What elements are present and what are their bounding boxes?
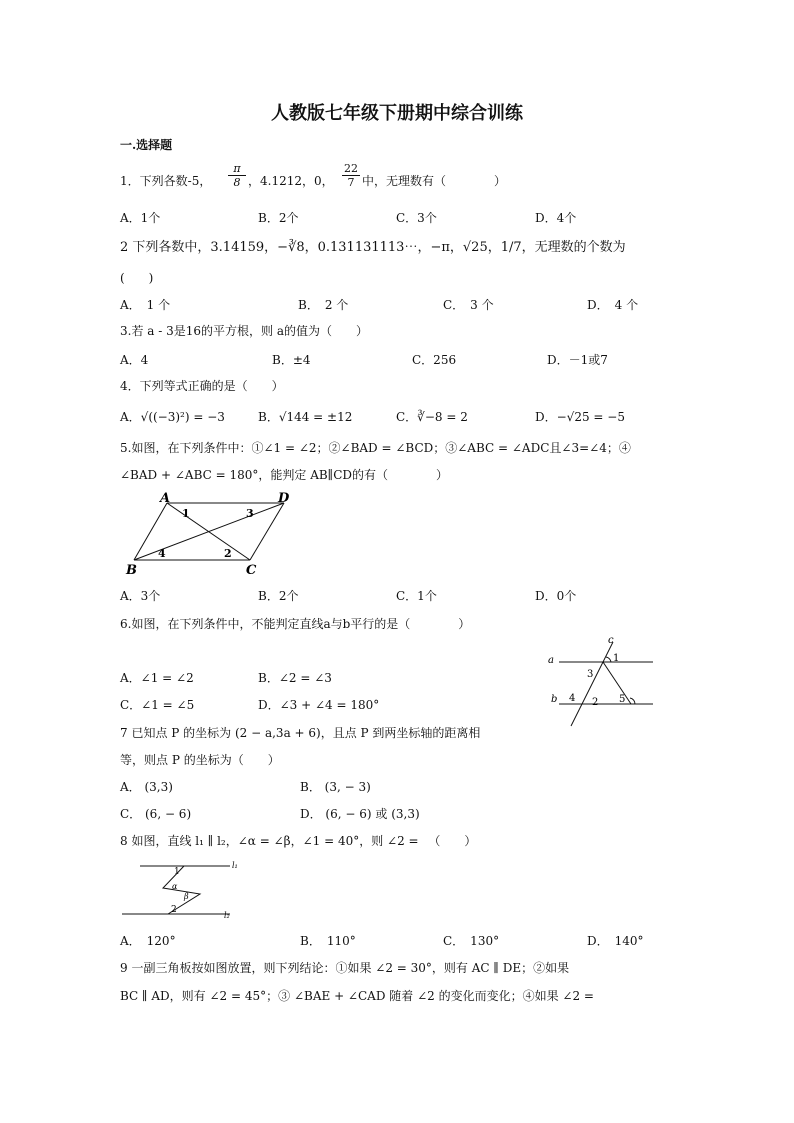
q7-option-a: A． (3,3) bbox=[120, 780, 173, 794]
q6-angle-2: 2 bbox=[592, 697, 599, 708]
q8-stem: 8 如图，直线 l₁ ∥ l₂，∠α = ∠β，∠1 = 40°，则 ∠2 = （ ） bbox=[120, 834, 477, 848]
q2-option-d: D． 4 个 bbox=[587, 298, 639, 312]
q8-zigzag-path bbox=[163, 866, 200, 914]
q1-stem-b: ，4.1212，0， bbox=[248, 174, 334, 188]
q8-label-l1: l₁ bbox=[232, 861, 238, 870]
q3-option-b: B．±4 bbox=[272, 353, 311, 367]
q3-option-d: D．－1或7 bbox=[547, 353, 608, 367]
q6-line-d bbox=[603, 662, 631, 704]
q1-option-b: B．2个 bbox=[258, 211, 299, 225]
q9-stem-line1: 9 一副三角板按如图放置，则下列结论：①如果 ∠2 = 30°，则有 AC ∥ DE；②如果 bbox=[120, 961, 570, 975]
q5-angle-3: 3 bbox=[246, 507, 254, 520]
q2-option-a: A． 1 个 bbox=[120, 298, 171, 312]
q6-angle-4: 4 bbox=[569, 693, 576, 704]
q1-option-a: A．1个 bbox=[120, 211, 161, 225]
q8-angle-alpha: α bbox=[172, 882, 178, 891]
q6-line-c bbox=[571, 642, 613, 726]
page-title: 人教版七年级下册期中综合训练 bbox=[271, 103, 523, 124]
q5-segment-dc bbox=[250, 503, 284, 560]
q8-angle-1: 1 bbox=[174, 867, 180, 877]
q1-stem-a: 1．下列各数-5， bbox=[120, 174, 212, 188]
q1-frac1-num: π bbox=[233, 162, 241, 175]
q2-option-b: B． 2 个 bbox=[298, 298, 349, 312]
q6-option-b: B．∠2 = ∠3 bbox=[258, 671, 332, 685]
q5-label-d: D bbox=[278, 491, 290, 506]
q6-label-c: c bbox=[608, 635, 614, 646]
q1-fraction-pi-8 bbox=[228, 162, 246, 190]
q5-label-b: B bbox=[126, 563, 137, 578]
q6-angle-3: 3 bbox=[587, 669, 594, 680]
q6-label-a: a bbox=[548, 655, 554, 666]
q4-stem: 4．下列等式正确的是（ ） bbox=[120, 379, 284, 393]
q6-option-d: D．∠3 + ∠4 = 180° bbox=[258, 698, 380, 712]
q8-zigzag-figure bbox=[118, 856, 243, 924]
q6-parallel-lines-figure bbox=[545, 632, 660, 727]
q5-angle-4: 4 bbox=[158, 547, 166, 560]
q6-stem: 6.如图，在下列条件中，不能判定直线a与b平行的是（ ） bbox=[120, 617, 471, 631]
q1-frac2-num: 22 bbox=[344, 162, 358, 175]
q6-option-c: C．∠1 = ∠5 bbox=[120, 698, 195, 712]
q5-label-c: C bbox=[246, 563, 257, 578]
q1-option-d: D．4个 bbox=[535, 211, 577, 225]
q5-option-b: B．2个 bbox=[258, 589, 299, 603]
q5-diagonal-bd bbox=[134, 503, 284, 560]
q5-parallelogram-figure bbox=[122, 490, 297, 580]
q4-option-b: B．√144 = ±12 bbox=[258, 410, 353, 424]
q7-stem-line2: 等，则点 P 的坐标为（ ） bbox=[120, 753, 280, 767]
q4-option-d: D．−√25 = −5 bbox=[535, 410, 625, 424]
q6-angle-5: 5 bbox=[619, 694, 626, 705]
q5-stem-line1: 5.如图，在下列条件中：①∠1 = ∠2；②∠BAD = ∠BCD；③∠ABC = ∠ADC且∠3=∠4；④ bbox=[120, 441, 631, 455]
q5-option-a: A．3个 bbox=[120, 589, 161, 603]
q3-option-a: A．4 bbox=[120, 353, 149, 367]
q6-angle-1: 1 bbox=[613, 653, 620, 664]
q3-option-c: C．256 bbox=[412, 353, 457, 367]
q4-option-a: A．√((−3)²) = −3 bbox=[120, 410, 225, 424]
q7-stem-line1: 7 已知点 P 的坐标为 (2 − a,3a + 6)，且点 P 到两坐标轴的距离相 bbox=[120, 726, 481, 740]
q5-angle-1: 1 bbox=[182, 507, 190, 520]
q2-stem-line1: 2 下列各数中，3.14159，−∛8，0.131131113⋯，−π，√25，1/7，无理数的个数为 bbox=[120, 240, 626, 255]
q1-frac2-den: 7 bbox=[342, 175, 360, 190]
q5-angle-2: 2 bbox=[224, 547, 232, 560]
q7-option-b: B． (3, − 3) bbox=[300, 780, 371, 794]
q4-option-c: C．∛−8 = 2 bbox=[396, 410, 468, 424]
q1-option-c: C．3个 bbox=[396, 211, 437, 225]
q1-frac1-den: 8 bbox=[228, 175, 246, 190]
q8-angle-beta: β bbox=[184, 892, 189, 901]
q1-stem-c: 中，无理数有（ ） bbox=[362, 174, 507, 188]
q9-stem-line2: BC ∥ AD，则有 ∠2 = 45°；③ ∠BAE + ∠CAD 随着 ∠2 的变化而变化；④如果 ∠2 = bbox=[120, 989, 594, 1003]
q6-label-b: b bbox=[551, 694, 558, 705]
q7-option-d: D． (6, − 6) 或 (3,3) bbox=[300, 807, 420, 821]
q5-stem-line2: ∠BAD + ∠ABC = 180°，能判定 AB∥CD的有（ ） bbox=[120, 468, 449, 482]
q1-stem bbox=[120, 173, 211, 189]
q1-fraction-22-7 bbox=[342, 162, 360, 190]
q8-option-a: A． 120° bbox=[120, 934, 176, 948]
q8-option-c: C． 130° bbox=[443, 934, 500, 948]
q8-angle-2: 2 bbox=[171, 905, 177, 915]
q8-option-b: B． 110° bbox=[300, 934, 356, 948]
section-heading: 一.选择题 bbox=[120, 138, 173, 152]
q7-option-c: C． (6, − 6) bbox=[120, 807, 192, 821]
q3-stem: 3.若 a - 3是16的平方根，则 a的值为（ ） bbox=[120, 324, 368, 338]
q5-label-a: A bbox=[160, 491, 171, 506]
q2-option-c: C． 3 个 bbox=[443, 298, 494, 312]
q6-option-a: A．∠1 = ∠2 bbox=[120, 671, 194, 685]
q8-label-l2: l₂ bbox=[224, 911, 230, 920]
q5-option-c: C．1个 bbox=[396, 589, 437, 603]
q8-option-d: D． 140° bbox=[587, 934, 644, 948]
q5-option-d: D．0个 bbox=[535, 589, 577, 603]
q6-angle-arc-1 bbox=[606, 657, 611, 662]
q2-stem-line2: ( ) bbox=[120, 271, 154, 285]
